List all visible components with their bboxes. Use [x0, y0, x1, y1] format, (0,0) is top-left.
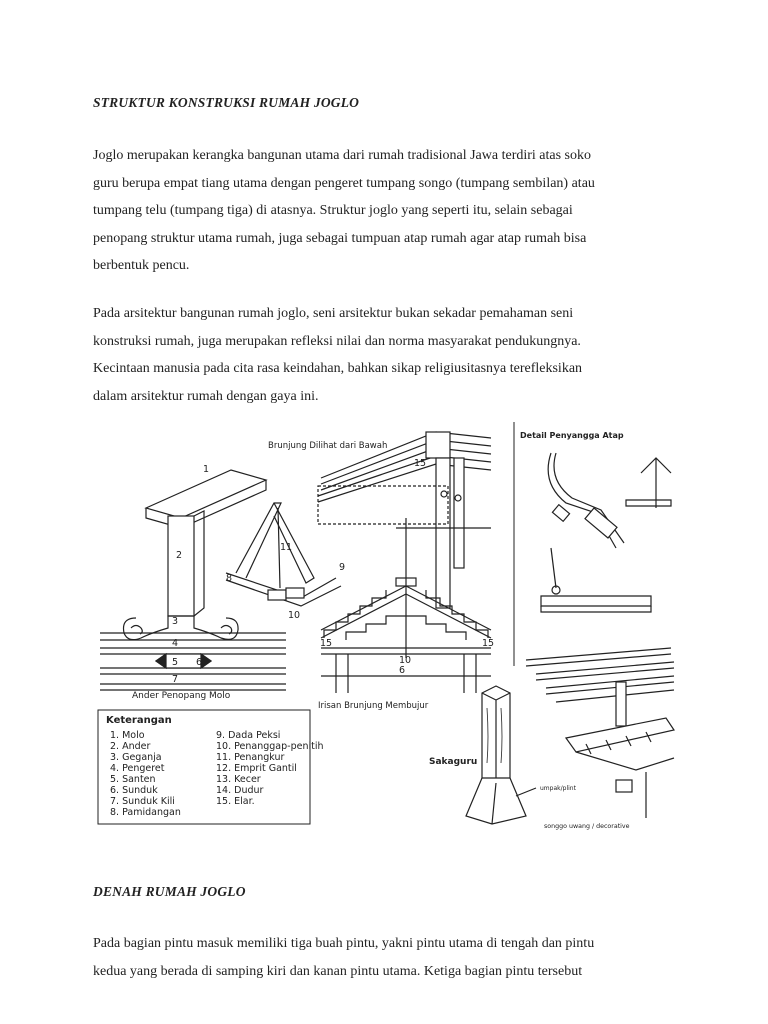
part-number: 6	[399, 665, 406, 676]
part-number: 7	[172, 674, 179, 685]
caption-umpak: umpak/plint	[540, 785, 576, 792]
legend-item: 5. Santen	[110, 774, 156, 785]
legend-item: 6. Sunduk	[110, 785, 158, 796]
part-number: 2	[176, 550, 183, 561]
legend-title: Keterangan	[106, 715, 172, 726]
joglo-structure-figure	[96, 418, 676, 830]
legend-item: 3. Geganja	[110, 752, 162, 763]
irisan-brunjung-drawing	[321, 518, 491, 693]
roof-rafters-drawing	[526, 648, 674, 818]
text-line: berbentuk pencu.	[93, 258, 190, 273]
caption-songgo: songgo uwang / decorative	[544, 823, 630, 830]
caption-brunjung-bawah: Brunjung Dilihat dari Bawah	[268, 441, 388, 451]
part-number: 11	[280, 542, 293, 553]
section-title-denah: DENAH RUMAH JOGLO	[93, 884, 246, 899]
part-number: 15	[482, 638, 495, 649]
legend-item: 7. Sunduk Kili	[110, 796, 175, 807]
legend-item: 11. Penangkur	[216, 752, 285, 763]
text-line: konstruksi rumah, juga merupakan refleksi nilai dan norma masyarakat pendukungnya.	[93, 333, 581, 349]
legend-item: 1. Molo	[110, 730, 145, 741]
text-line: Kecintaan manusia pada cita rasa keindahan, bahkan sikap religiusitasnya terefleksikan	[93, 361, 583, 376]
ander-drawing	[100, 470, 286, 690]
part-number: 8	[226, 573, 233, 584]
detail-atap-drawing	[541, 453, 671, 612]
text-line: guru berupa empat tiang utama dengan pengeret tumpang songo (tumpang sembilan) atau	[93, 175, 595, 191]
joglo-structure-drawing	[96, 418, 676, 830]
legend-item: 15. Elar.	[216, 796, 255, 807]
part-number: 6	[196, 657, 203, 668]
part-number: 4	[172, 638, 179, 649]
text-line: kedua yang berada di samping kiri dan kanan pintu utama. Ketiga bagian pintu tersebut	[93, 963, 583, 979]
text-line: Pada bagian pintu masuk memiliki tiga buah pintu, yakni pintu utama di tengah dan pintu	[93, 936, 595, 951]
caption-irisan: Irisan Brunjung Membujur	[318, 701, 429, 711]
part-number: 5	[172, 657, 179, 668]
legend-item: 8. Pamidangan	[110, 807, 181, 818]
legend-item: 13. Kecer	[216, 774, 261, 785]
part-number: 9	[339, 562, 346, 573]
legend-item: 10. Penanggap-penitih	[216, 741, 324, 752]
section-title-struktur: STRUKTUR KONSTRUKSI RUMAH JOGLO	[93, 95, 360, 110]
legend-item: 9. Dada Peksi	[216, 730, 281, 741]
part-number: 10	[399, 655, 412, 666]
text-line: Joglo merupakan kerangka bangunan utama dari rumah tradisional Jawa terdiri atas soko	[93, 148, 592, 163]
paragraph-joglo-intro	[93, 142, 683, 280]
part-number: 15	[414, 458, 427, 469]
legend-item: 4. Pengeret	[110, 763, 165, 774]
caption-sakaguru: Sakaguru	[429, 757, 478, 767]
part-number: 10	[288, 610, 301, 621]
caption-detail-atap: Detail Penyangga Atap	[520, 431, 624, 440]
legend-item: 14. Dudur	[216, 785, 264, 796]
text-line: dalam arsitektur rumah dengan gaya ini.	[93, 388, 319, 404]
kecer-truss-drawing	[226, 503, 341, 606]
legend-item: 12. Emprit Gantil	[216, 763, 297, 774]
paragraph-arsitektur	[93, 300, 683, 410]
sakaguru-drawing	[466, 686, 536, 824]
text-line: penopang struktur utama rumah, juga sebagai tumpuan atap rumah agar atap rumah bisa	[93, 230, 587, 246]
text-line: tumpang telu (tumpang tiga) di atasnya. Struktur joglo yang seperti itu, selain sebagai	[93, 203, 573, 218]
part-number: 3	[172, 616, 179, 627]
paragraph-denah	[93, 930, 683, 985]
legend-item: 2. Ander	[110, 741, 151, 752]
part-number: 15	[320, 638, 333, 649]
caption-ander: Ander Penopang Molo	[132, 691, 231, 701]
part-number: 1	[203, 464, 210, 475]
text-line: Pada arsitektur bangunan rumah joglo, seni arsitektur bukan sekadar pemahaman seni	[93, 306, 574, 321]
